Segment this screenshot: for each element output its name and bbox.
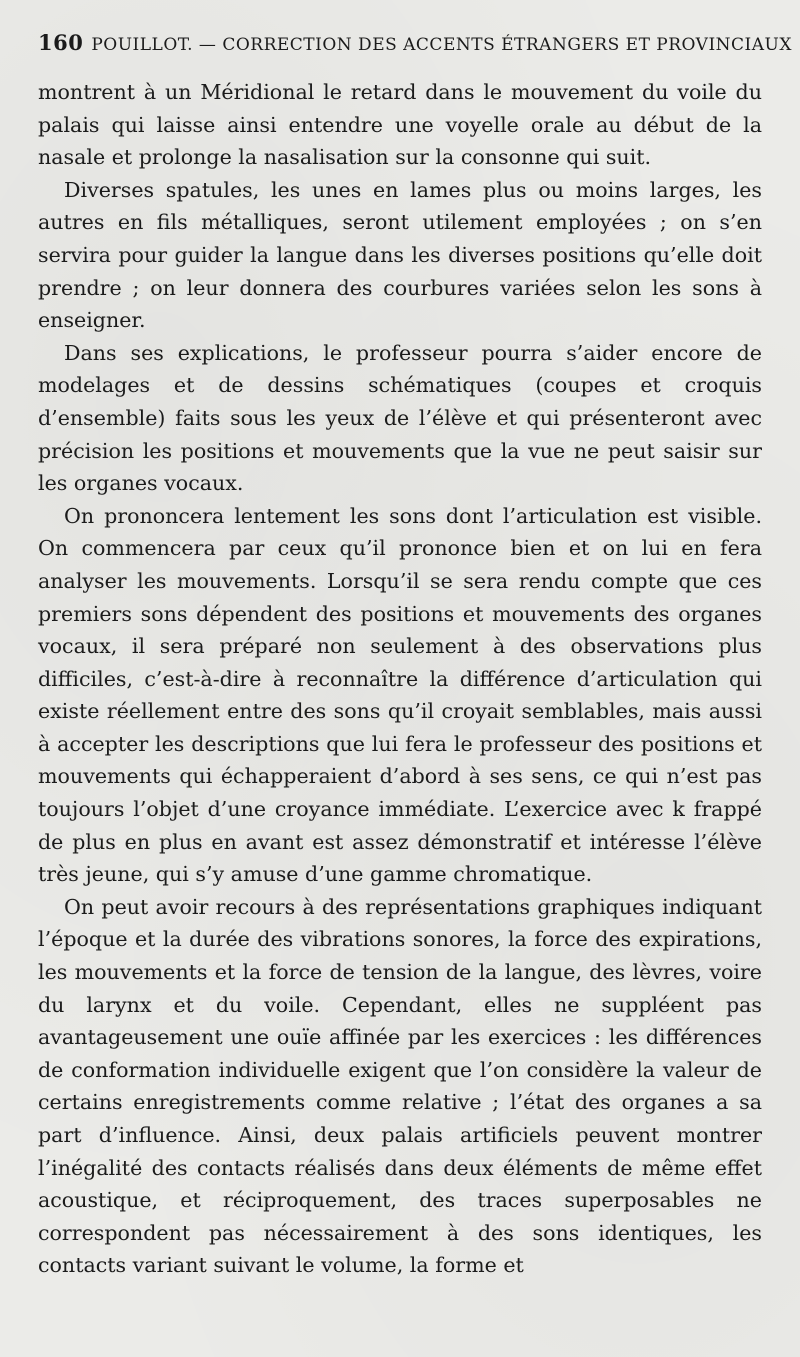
paragraph-continuation: montrent à un Méridional le retard dans le mouvement du voile du palais qui laisse ainsi entendre une voyelle orale au début de la nasale et prolonge la nasalisation sur la consonne qui suit. (38, 80, 762, 170)
page-header (38, 30, 792, 64)
paragraph: On prononcera lentement les sons dont l’articulation est visible. On commencera par ceux qu’il prononce bien et on lui en fera analyser les mouvements. Lorsqu’il se sera rendu compte que ces premiers sons dépendent des positions et mouvements des organes vocaux, il sera préparé non seulement à des observations plus difficiles, c’est-à-dire à reconnaître la différence d’articulation qui existe réellement entre des sons qu’il croyait semblables, mais aussi à accepter les descriptions que lui fera le professeur des positions et mouvements qui échapperaient d’abord à ses sens, ce qui n’est pas toujours l’objet d’une croyance immédiate. L’exercice avec k frappé de plus en plus en avant est assez démonstratif et intéresse l’élève très jeune, qui s’y amuse d’une gamme chromatique. (38, 503, 762, 887)
paragraph: Dans ses explications, le professeur pourra s’aider encore de modelages et de dessins schématiques (coupes et croquis d’ensemble) faits sous les yeux de l’élève et qui présenteront avec précision les positions et mouvements que la vue ne peut saisir sur les organes vocaux. (38, 340, 762, 496)
body-text (38, 76, 762, 1282)
paragraph: On peut avoir recours à des représentations graphiques indiquant l’époque et la durée des vibrations sonores, la force des expirations, les mouvements et la force de tension de la langue, des lèvres, voire du larynx et du voile. Cependant, elles ne suppléent pas avantageusement une ouïe affinée par les exercices : les différences de conformation individuelle exigent que l’on considère la valeur de certains enregistrements comme relative ; l’état des organes a sa part d’influence. Ainsi, deux palais artificiels peuvent montrer l’inégalité des contacts réalisés dans deux éléments de même effet acoustique, et réciproquement, des traces superposables ne correspondent pas nécessairement à des sons identiques, les contacts variant suivant le volume, la forme et (38, 894, 762, 1278)
page-number: 160 (38, 30, 84, 55)
paragraph: Diverses spatules, les unes en lames plus ou moins larges, les autres en fils métalliques, seront utilement employées ; on s’en servira pour guider la langue dans les diverses positions qu’elle doit prendre ; on leur donnera des courbures variées selon les sons à enseigner. (38, 177, 762, 333)
running-head: POUILLOT. — CORRECTION DES ACCENTS ÉTRANGERS ET PROVINCIAUX (91, 35, 792, 55)
